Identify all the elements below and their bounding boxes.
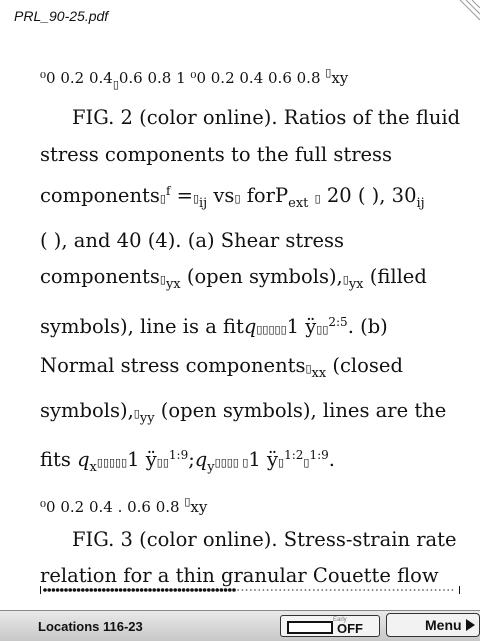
progress-dot-unread: [439, 589, 441, 591]
progress-dot-unread: [288, 589, 290, 591]
page-corner-icon[interactable]: [458, 0, 480, 22]
subscript: yx: [348, 277, 364, 292]
math-symbol: q: [194, 448, 208, 471]
progress-dot-unread: [258, 589, 260, 591]
missing-glyph: ▯: [325, 66, 332, 79]
progress-dot-read: [165, 588, 169, 592]
text-run: 0.6 0.8 1 ⁰0 0.2 0.4 0.6 0.8: [118, 69, 326, 87]
progress-dot-unread: [363, 589, 365, 591]
progress-dot-read: [106, 588, 110, 592]
missing-glyph: ▯: [159, 273, 166, 286]
figure-axis-text: [40, 487, 452, 522]
superscript: f: [165, 184, 171, 198]
text-run: ;: [188, 448, 195, 471]
progress-dot-read: [81, 588, 85, 592]
progress-dot-unread: [372, 589, 374, 591]
caption-line: FIG. 3 (color online). Stress-strain rate: [72, 527, 457, 551]
progress-dot-read: [232, 588, 236, 592]
text-run: (filled: [363, 265, 427, 288]
progress-dot-unread: [351, 589, 353, 591]
progress-dot-read: [73, 588, 77, 592]
play-arrow-icon: [465, 619, 475, 631]
subscript: y: [207, 460, 215, 475]
progress-dot-unread: [405, 589, 407, 591]
progress-dot-unread: [355, 589, 357, 591]
progress-dot-unread: [242, 589, 244, 591]
missing-glyph: ▯: [133, 406, 140, 420]
progress-dot-read: [173, 588, 177, 592]
progress-dot-unread: [292, 589, 294, 591]
progress-dot-unread: [431, 589, 433, 591]
missing-glyph: ▯: [278, 456, 285, 469]
missing-glyph: ▯: [159, 192, 166, 205]
progress-dot-read: [89, 588, 93, 592]
missing-glyph: ▯▯: [316, 322, 329, 336]
toggle-track: [287, 621, 333, 634]
toggle-caption: Early: [333, 617, 347, 623]
progress-dot-read: [115, 588, 119, 592]
progress-dot-unread: [296, 589, 298, 591]
document-title: PRL_90-25.pdf: [14, 8, 109, 24]
caption-line: relation for a thin granular Couette flow: [40, 564, 439, 587]
progress-dot-unread: [401, 589, 403, 591]
progress-dot-read: [131, 588, 135, 592]
progress-dot-read: [161, 588, 165, 592]
caption-line: FIG. 2 (color online). Ratios of the fluid: [72, 106, 461, 129]
missing-glyph: ▯: [305, 362, 312, 375]
progress-dot-unread: [435, 589, 437, 591]
progress-dot-unread: [334, 589, 336, 591]
text-run: xy: [331, 69, 349, 87]
subscript: ij: [199, 196, 208, 211]
progress-dot-read: [85, 588, 89, 592]
progress-dot-read: [52, 588, 56, 592]
subscript: ij: [416, 196, 425, 211]
superscript: 1:9: [309, 448, 329, 462]
superscript: 2:5: [328, 314, 348, 329]
progress-dot-unread: [426, 589, 428, 591]
progress-dot-unread: [284, 589, 286, 591]
missing-glyph: ▯▯: [156, 456, 169, 469]
progress-dot-unread: [271, 589, 273, 591]
subscript: x: [89, 460, 97, 475]
progress-dot-unread: [414, 589, 416, 591]
caption-line: [40, 348, 452, 393]
progress-dot-unread: [393, 589, 395, 591]
progress-dot-unread: [263, 589, 265, 591]
caption-line: [40, 173, 452, 223]
text-run: ⁰0 0.2 0.4: [40, 69, 113, 87]
progress-dot-unread: [380, 589, 382, 591]
missing-glyph: ▯▯▯▯▯: [256, 322, 287, 336]
missing-glyph: ▯: [303, 456, 310, 469]
progress-dot-unread: [237, 589, 239, 591]
text-run: components: [40, 184, 160, 207]
progress-dot-unread: [305, 589, 307, 591]
progress-dot-read: [56, 588, 60, 592]
progress-dot-unread: [359, 589, 361, 591]
progress-dot-read: [182, 588, 186, 592]
subscript: yy: [139, 410, 155, 426]
progress-dot-read: [43, 588, 47, 592]
text-run: . (b): [347, 314, 388, 338]
progress-dot-read: [110, 588, 114, 592]
text-run: 20 ( ), 30: [320, 184, 417, 207]
progress-dot-read: [207, 588, 211, 592]
progress-dot-unread: [410, 589, 412, 591]
caption-line: ( ), and 40 (4). (a) Shear stress: [40, 228, 345, 252]
progress-dot-read: [47, 588, 51, 592]
progress-dot-unread: [275, 589, 277, 591]
progress-dot-read: [60, 588, 64, 592]
progress-dot-unread: [313, 589, 315, 591]
text-run: components: [40, 265, 160, 288]
subscript: ext: [288, 196, 309, 211]
text-run: 1 ÿ: [286, 314, 317, 338]
missing-glyph: ▯▯▯▯ ▯: [214, 456, 249, 469]
progress-dot-unread: [250, 589, 252, 591]
progress-dot-unread: [267, 589, 269, 591]
progress-dot-unread: [254, 589, 256, 591]
text-run: 1 ÿ: [248, 448, 279, 471]
caption-line: [40, 259, 452, 304]
progress-dot-unread: [418, 589, 420, 591]
progress-dot-read: [211, 588, 215, 592]
progress-dot-unread: [422, 589, 424, 591]
page-content: [40, 58, 461, 595]
progress-dot-read: [123, 588, 127, 592]
progress-dot-unread: [279, 589, 281, 591]
progress-dot-read: [64, 588, 68, 592]
progress-dot-read: [127, 588, 131, 592]
text-run: (open symbols),: [180, 265, 343, 288]
progress-dot-read: [144, 588, 148, 592]
progress-dot-unread: [309, 589, 311, 591]
progress-dot-read: [157, 588, 161, 592]
text-run: symbols), line is a fit: [40, 314, 244, 338]
missing-glyph: ▯: [112, 78, 119, 91]
progress-dot-read: [119, 588, 123, 592]
progress-dot-read: [199, 588, 203, 592]
missing-glyph: ▯: [234, 192, 241, 205]
caption-line: [40, 304, 452, 349]
progress-dot-unread: [246, 589, 248, 591]
progress-dot-unread: [452, 589, 454, 591]
menu-label: Menu: [425, 617, 462, 633]
progress-dot-unread: [347, 589, 349, 591]
progress-dot-read: [98, 588, 102, 592]
progress-dot-unread: [300, 589, 302, 591]
toggle-switch[interactable]: [280, 615, 380, 637]
progress-dot-read: [77, 588, 81, 592]
superscript: 1:9: [168, 448, 189, 462]
progress-dot-read: [186, 588, 190, 592]
subscript: yx: [165, 277, 181, 292]
progress-dot-read: [190, 588, 194, 592]
missing-glyph: ▯: [342, 273, 349, 286]
text-run: forP: [240, 184, 289, 207]
text-run: xy: [190, 497, 208, 516]
progress-dot-unread: [376, 589, 378, 591]
figure-axis-text: [40, 58, 452, 100]
progress-dot-read: [102, 588, 106, 592]
text-run: fits: [40, 448, 78, 471]
text-run: (closed: [326, 354, 403, 377]
progress-dot-read: [224, 588, 228, 592]
reading-progress-bar[interactable]: [40, 585, 460, 595]
progress-dot-unread: [384, 589, 386, 591]
text-run: .: [328, 448, 335, 471]
caption-line: [40, 393, 452, 438]
missing-glyph: ▯: [184, 494, 191, 508]
text-run: =: [170, 184, 193, 207]
location-indicator: Locations 116-23: [38, 619, 143, 634]
missing-glyph: ▯: [314, 192, 321, 205]
progress-dot-read: [203, 588, 207, 592]
progress-dot-unread: [326, 589, 328, 591]
progress-dot-read: [228, 588, 232, 592]
progress-dot-unread: [338, 589, 340, 591]
caption-line: stress components to the full stress: [40, 142, 393, 166]
progress-dot-unread: [397, 589, 399, 591]
progress-dot-read: [152, 588, 156, 592]
text-run: 1 ÿ: [127, 448, 157, 471]
progress-dot-unread: [342, 589, 344, 591]
text-run: Normal stress components: [40, 354, 306, 377]
missing-glyph: ▯: [192, 192, 200, 205]
progress-dot-unread: [389, 589, 391, 591]
menu-button[interactable]: [386, 613, 480, 637]
progress-dot-read: [194, 588, 198, 592]
progress-dot-unread: [330, 589, 332, 591]
status-bar: [0, 610, 480, 641]
progress-dot-read: [178, 588, 182, 592]
progress-dot-read: [140, 588, 144, 592]
progress-dot-unread: [321, 589, 323, 591]
math-symbol: q: [243, 314, 257, 338]
progress-dot-read: [215, 588, 219, 592]
subscript: xx: [311, 366, 327, 381]
progress-dot-read: [136, 588, 140, 592]
progress-dot-unread: [447, 589, 449, 591]
superscript: 1:2: [284, 448, 304, 462]
progress-dot-unread: [368, 589, 370, 591]
text-run: symbols),: [40, 398, 134, 422]
progress-dot-read: [68, 588, 72, 592]
progress-dot-read: [169, 588, 173, 592]
text-run: vs: [207, 184, 235, 207]
caption-line: [40, 437, 452, 487]
progress-dot-read: [94, 588, 98, 592]
progress-dot-read: [220, 588, 224, 592]
text-run: (open symbols), lines are the: [154, 398, 447, 422]
missing-glyph: ▯▯▯▯▯: [96, 456, 128, 469]
toggle-label: OFF: [337, 621, 363, 636]
math-symbol: q: [77, 448, 90, 471]
progress-dot-unread: [317, 589, 319, 591]
progress-dot-read: [148, 588, 152, 592]
text-run: ⁰0 0.2 0.4 . 0.6 0.8: [40, 497, 185, 516]
progress-dot-unread: [443, 589, 445, 591]
